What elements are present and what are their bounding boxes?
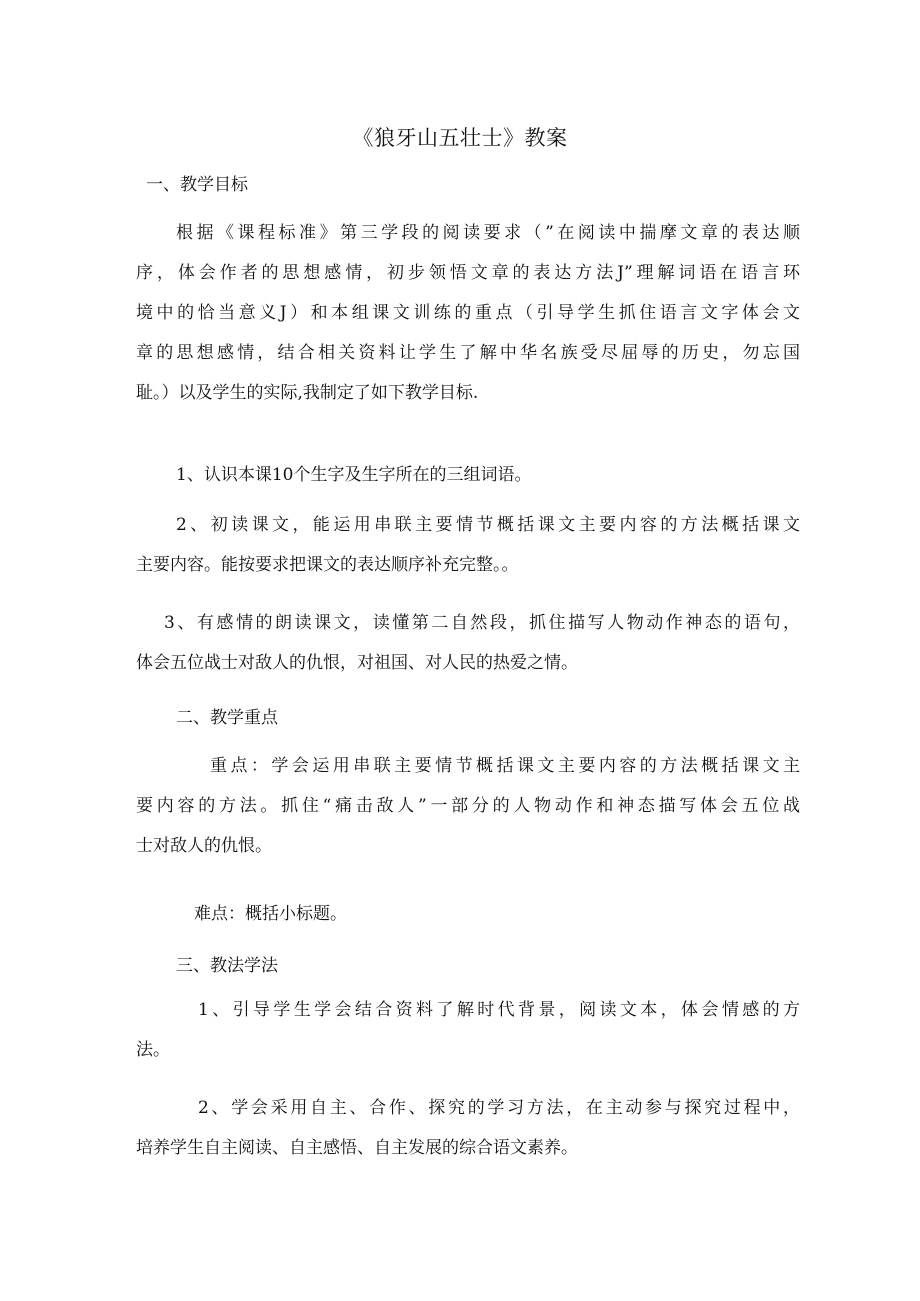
section-heading-teaching-goals: 一、教学目标 bbox=[146, 175, 248, 195]
paragraph-goals-intro bbox=[136, 213, 800, 413]
text-line: 主要内容。能按要求把课文的表达顺序补充完整。。 bbox=[136, 555, 519, 575]
text-line: 要内容的方法。抓住“痛击敌人”一部分的人物动作和神态描写体会五位战 bbox=[136, 796, 800, 816]
text-line: 境中的恰当意义J）和本组课文训练的重点（引导学生抓住语言文字体会文 bbox=[136, 303, 800, 323]
text-line: 重点：学会运用串联主要情节概括课文主要内容的方法概括课文主 bbox=[210, 756, 800, 776]
text-line: 法。 bbox=[136, 1040, 170, 1060]
paragraph-key-point bbox=[136, 746, 800, 866]
paragraph-goal-3-cont bbox=[136, 643, 800, 683]
text-line: 根据《课程标准》第三学段的阅读要求（”在阅读中揣摩文章的表达顺 bbox=[176, 223, 800, 243]
text-line: 培养学生自主阅读、自主感悟、自主发展的综合语文素养。 bbox=[136, 1138, 578, 1158]
text-line: 1、认识本课10个生字及生字所在的三组词语。 bbox=[176, 465, 532, 485]
text-line: 士对敌人的仇恨。 bbox=[136, 836, 272, 856]
text-line: 序，体会作者的思想感情，初步领悟文章的表达方法J”理解词语在语言环 bbox=[136, 263, 800, 283]
paragraph-difficult-point bbox=[136, 894, 800, 934]
paragraph-goal-2 bbox=[136, 505, 800, 585]
text-line: 章的思想感情，结合相关资料让学生了解中华名族受尽屈辱的历史，勿忘国 bbox=[136, 343, 800, 363]
document-title: 《狼牙山五壮士》教案 bbox=[352, 126, 568, 150]
paragraph-goal-3 bbox=[164, 603, 800, 643]
text-line: 难点：概括小标题。 bbox=[194, 904, 347, 924]
section-heading-methods: 三、教法学法 bbox=[176, 956, 278, 976]
section-heading-key-points: 二、教学重点 bbox=[176, 708, 278, 728]
text-line: 1、引导学生学会结合资料了解时代背景，阅读文本，体会情感的方 bbox=[198, 1000, 800, 1020]
paragraph-method-2 bbox=[136, 1088, 800, 1168]
text-line: 2、学会采用自主、合作、探究的学习方法，在主动参与探究过程中， bbox=[198, 1098, 800, 1118]
text-line: 耻。）以及学生的实际,我制定了如下教学目标. bbox=[136, 383, 479, 403]
text-line: 体会五位战士对敌人的仇恨，对祖国、对人民的热爱之情。 bbox=[136, 653, 578, 673]
text-line: 2、初读课文，能运用串联主要情节概括课文主要内容的方法概括课文 bbox=[176, 515, 800, 535]
paragraph-method-1 bbox=[136, 990, 800, 1070]
paragraph-goal-1 bbox=[136, 455, 800, 495]
text-line: 3、有感情的朗读课文，读懂第二自然段，抓住描写人物动作神态的语句， bbox=[164, 613, 800, 633]
